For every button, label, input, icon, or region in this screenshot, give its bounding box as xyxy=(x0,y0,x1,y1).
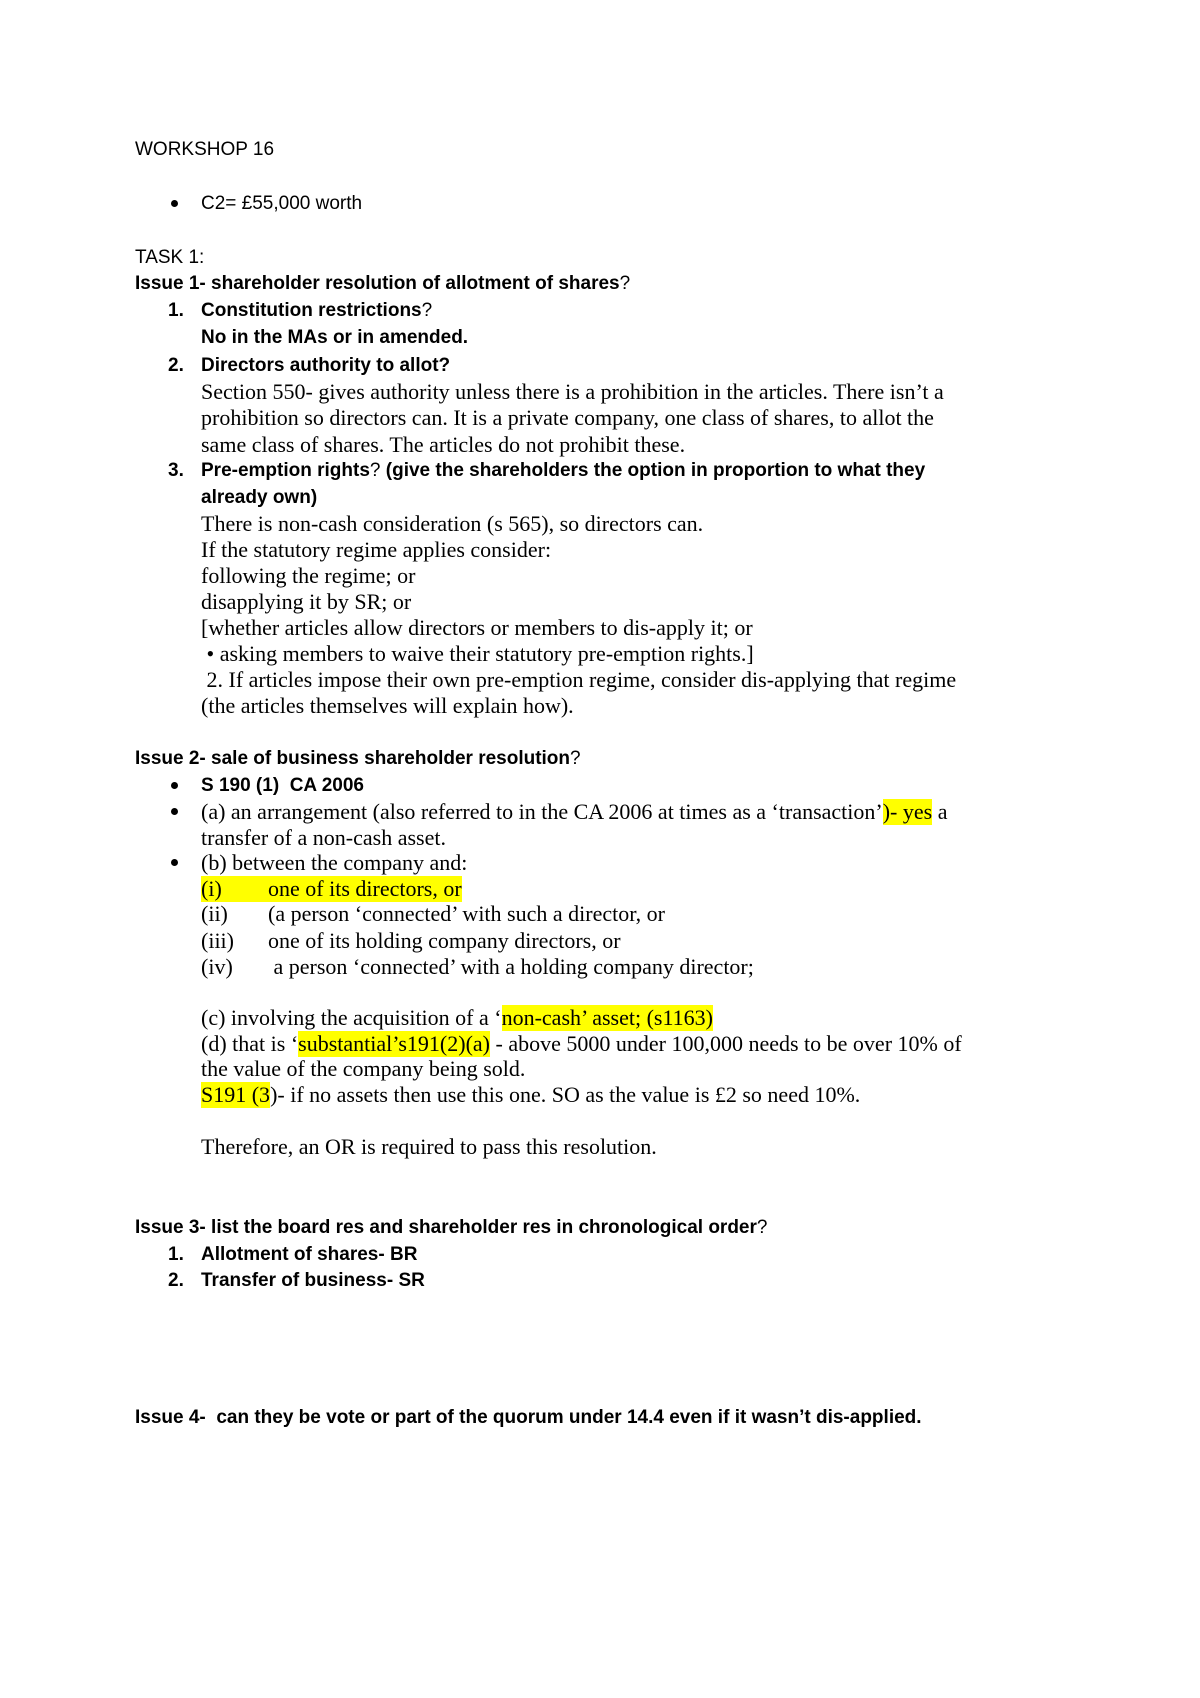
issue-3-item-1-text: Allotment of shares- BR xyxy=(201,1244,418,1265)
issue-1-item-2-answer-line: prohibition so directors can. It is a private company, one class of shares, to allot the xyxy=(201,405,934,430)
issue-1-item-3-answer-line: following the regime; or xyxy=(201,563,416,588)
task-heading: TASK 1: xyxy=(135,247,205,268)
issue-1-item-2-number: 2. xyxy=(168,355,184,376)
issue-1-item-3-note-line: already own) xyxy=(201,487,318,508)
issue-1-item-3-answer-line: There is non-cash consideration (s 565), so directors can. xyxy=(201,511,704,536)
party-label: (i) xyxy=(201,876,268,902)
issue-1-item-3-answer-line: (the articles themselves will explain how). xyxy=(201,693,574,718)
bullet-icon xyxy=(171,859,178,866)
condition-a-highlight: )- yes xyxy=(882,799,933,824)
bullet-icon xyxy=(171,200,178,207)
party-item xyxy=(201,876,462,902)
issue-1-item-3-answer-line: disapplying it by SR; or xyxy=(201,589,412,614)
issue-1-item-3-answer-line: • asking members to waive their statutory pre-emption rights.] xyxy=(201,641,754,666)
bullet-icon xyxy=(171,782,178,789)
issue-1-item-3-answer-line: 2. If articles impose their own pre-emption regime, consider dis-applying that regime xyxy=(201,667,957,692)
issue-1-item-3-number: 3. xyxy=(168,460,184,481)
issue-1-item-1-question-text: Constitution restrictions xyxy=(201,300,422,321)
issue-1-heading-text: Issue 1- shareholder resolution of allotment of shares xyxy=(135,273,620,294)
issue-1-item-1-number: 1. xyxy=(168,300,184,321)
issue-1-item-3-question-text: Pre-emption rights xyxy=(201,460,370,481)
party-text: one of its holding company directors, or xyxy=(268,928,621,953)
issue-3-heading-mark: ? xyxy=(756,1217,768,1238)
issue-1-item-2-answer-line: same class of shares. The articles do not prohibit these. xyxy=(201,432,686,457)
issue-1-item-2-question: Directors authority to allot? xyxy=(201,355,451,376)
issue-1-item-3-note-line: (give the shareholders the option in proportion to what they xyxy=(380,460,926,481)
issue-2-heading xyxy=(135,746,581,772)
issue-1-item-1-question xyxy=(201,298,432,324)
condition-d-highlight: substantial’s191(2)(a) xyxy=(298,1031,491,1056)
party-label: (iv) xyxy=(201,954,233,979)
issue-2-condition-a xyxy=(201,799,947,825)
issue-2-conclusion: Therefore, an OR is required to pass this resolution. xyxy=(201,1134,657,1159)
issue-2-condition-b: (b) between the company and: xyxy=(201,850,468,875)
issue-2-heading-mark: ? xyxy=(570,748,581,769)
issue-1-item-1-question-mark: ? xyxy=(421,300,433,321)
bullet-icon xyxy=(171,808,178,815)
issue-3-item-2-text: Transfer of business- SR xyxy=(201,1270,425,1291)
issue-2-condition-a-continuation: transfer of a non-cash asset. xyxy=(201,825,446,850)
condition-d-text: (d) that is ‘ xyxy=(201,1031,299,1056)
issue-1-item-3-question-mark: ? xyxy=(369,460,381,481)
issue-2-heading-text: Issue 2- sale of business shareholder resolution xyxy=(135,748,571,769)
issue-3-heading-text: Issue 3- list the board res and shareholder res in chronological order xyxy=(135,1217,757,1238)
condition-c-text: (c) involving the acquisition of a ‘ xyxy=(201,1005,502,1030)
issue-1-item-1-answer: No in the MAs or in amended. xyxy=(201,327,469,348)
issue-1-heading xyxy=(135,271,630,297)
issue-2-statute: S 190 (1) CA 2006 xyxy=(201,775,364,796)
condition-c-highlight: non-cash’ asset; (s1163) xyxy=(501,1005,713,1030)
party-label: (ii) xyxy=(201,901,228,926)
party-label: (iii) xyxy=(201,928,234,953)
issue-2-condition-c xyxy=(201,1005,713,1031)
document-title: WORKSHOP 16 xyxy=(135,139,275,160)
condition-d-text-end: - above 5000 under 100,000 needs to be over 10% of xyxy=(490,1031,962,1056)
issue-2-s191-3 xyxy=(201,1082,860,1108)
party-text: one of its directors, or xyxy=(268,876,462,901)
party-item xyxy=(201,901,665,927)
s191-3-text: )- if no assets then use this one. SO as the value is £2 so need 10%. xyxy=(270,1082,861,1107)
condition-a-text: (a) an arrangement (also referred to in the CA 2006 at times as a ‘transaction’ xyxy=(201,799,883,824)
issue-3-item-1-number: 1. xyxy=(168,1244,184,1265)
issue-3-item-2-number: 2. xyxy=(168,1270,184,1291)
issue-2-condition-d xyxy=(201,1031,962,1057)
issue-4-heading: Issue 4- can they be vote or part of the quorum under 14.4 even if it wasn’t dis-applied. xyxy=(135,1407,922,1428)
issue-3-heading xyxy=(135,1215,767,1241)
party-item xyxy=(201,928,621,954)
condition-a-text-end: a xyxy=(932,799,948,824)
s191-3-highlight: S191 (3 xyxy=(201,1082,271,1107)
issue-1-item-3-answer-line: If the statutory regime applies consider: xyxy=(201,537,552,562)
issue-1-item-3-answer-line: [whether articles allow directors or members to dis-apply it; or xyxy=(201,615,753,640)
issue-1-item-2-answer-line: Section 550- gives authority unless there is a prohibition in the articles. There isn’t a xyxy=(201,379,944,404)
issue-2-condition-d-continuation: the value of the company being sold. xyxy=(201,1056,526,1081)
party-item xyxy=(201,954,754,980)
party-text: a person ‘connected’ with a holding company director; xyxy=(268,954,754,979)
intro-bullet-text: C2= £55,000 worth xyxy=(201,193,363,214)
party-text: (a person ‘connected’ with such a director, or xyxy=(268,901,665,926)
issue-1-heading-mark: ? xyxy=(619,273,631,294)
issue-1-item-3-question xyxy=(201,458,925,484)
